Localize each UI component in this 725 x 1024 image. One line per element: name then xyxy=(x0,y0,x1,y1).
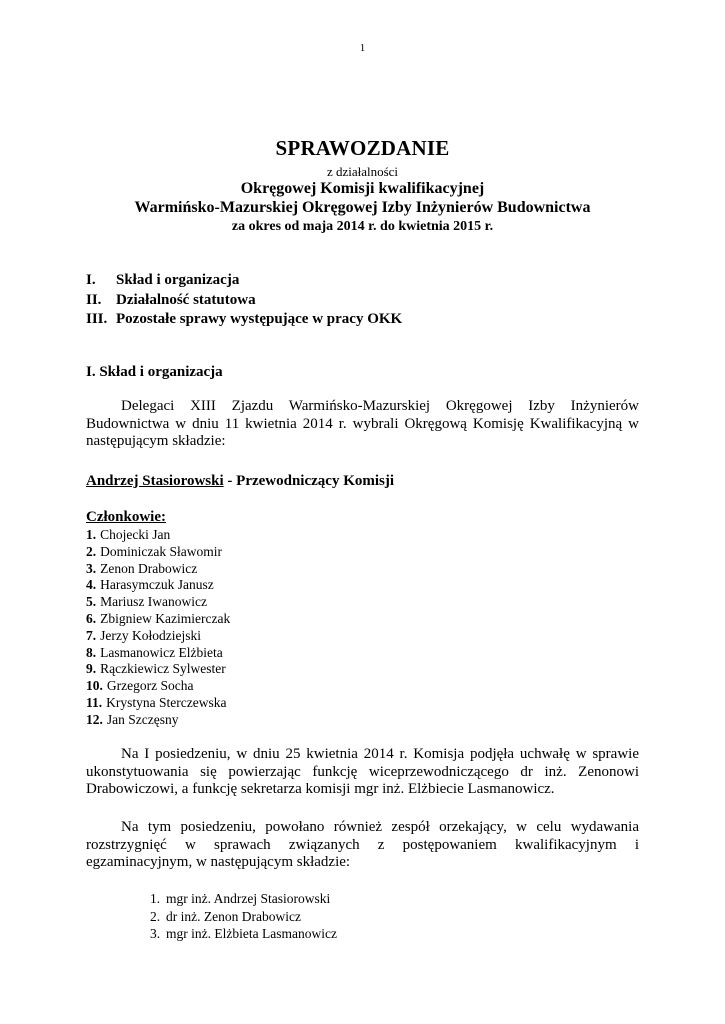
member-number: 12. xyxy=(86,711,103,727)
list-item xyxy=(150,890,337,908)
page-number: 1 xyxy=(359,42,366,54)
toc-item xyxy=(86,271,402,291)
member-name: Zenon Drabowicz xyxy=(100,560,198,576)
member-name: Grzegorz Socha xyxy=(106,678,194,694)
panel-member-number: 3. xyxy=(150,926,161,941)
list-item xyxy=(150,925,337,943)
members-heading: Członkowie: xyxy=(86,509,166,525)
chair-role: - Przewodniczący Komisji xyxy=(223,473,395,489)
panel-member-number: 1. xyxy=(150,891,161,906)
member-name: Mariusz Iwanowicz xyxy=(100,594,207,610)
member-name: Krystyna Sterczewska xyxy=(106,694,227,710)
member-number: 5. xyxy=(86,594,97,610)
list-item xyxy=(86,611,230,628)
member-number: 2. xyxy=(86,543,97,559)
list-item xyxy=(86,628,230,645)
member-name: Harasymczuk Janusz xyxy=(100,577,214,593)
section-heading: I. Skład i organizacja xyxy=(86,364,223,380)
intro-paragraph: Delegaci XIII Zjazdu Warmińsko-Mazurskiej Okręgowej Izby Inżynierów Budownictwa w dniu 11 kwietnia 2014 r. wybrali Okręgową Komisję Kwalifikacyjną w następującym składzie: xyxy=(86,398,639,449)
member-number: 10. xyxy=(86,678,103,694)
report-period: za okres od maja 2014 r. do kwietnia 2015 r. xyxy=(231,219,494,234)
committee-chair xyxy=(86,473,394,490)
panel-member-name: dr inż. Zenon Drabowicz xyxy=(166,908,301,924)
document-subtitle: z działalności xyxy=(326,164,399,179)
toc-item xyxy=(86,291,402,311)
toc-item-number: I. xyxy=(86,272,96,288)
toc-item-label: Działalność statutowa xyxy=(116,291,256,308)
list-item xyxy=(86,594,230,611)
chamber-name: Warmińsko-Mazurskiej Okręgowej Izby Inżynierów Budownictwa xyxy=(134,199,591,216)
adjudication-panel-list xyxy=(150,890,337,943)
document-title: SPRAWOZDANIE xyxy=(275,136,450,160)
list-item xyxy=(86,527,230,544)
panel-member-name: mgr inż. Elżbieta Lasmanowicz xyxy=(166,926,337,941)
list-item xyxy=(150,908,337,926)
toc-item-number: II. xyxy=(86,291,102,308)
member-number: 4. xyxy=(86,577,97,593)
member-number: 8. xyxy=(86,644,97,660)
member-number: 3. xyxy=(86,560,97,576)
member-number: 11. xyxy=(86,694,103,710)
list-item xyxy=(86,645,230,662)
list-item xyxy=(86,544,230,561)
committee-name: Okręgowej Komisji kwalifikacyjnej xyxy=(240,180,485,197)
toc-item-label: Pozostałe sprawy występujące w pracy OKK xyxy=(116,311,403,327)
member-number: 1. xyxy=(86,527,97,542)
member-name: Zbigniew Kazimierczak xyxy=(100,610,231,626)
member-name: Jerzy Kołodziejski xyxy=(100,627,201,643)
panel-paragraph: Na tym posiedzeniu, powołano również zespół orzekający, w celu wydawania rozstrzygnięć w sprawach związanych z postępowaniem kwalifikacyjnym i egzaminacyjnym, w następującym składzie: xyxy=(86,819,639,870)
member-number: 7. xyxy=(86,627,97,643)
list-item xyxy=(86,695,230,712)
toc-item-number: III. xyxy=(86,311,108,327)
first-meeting-paragraph: Na I posiedzeniu, w dniu 25 kwietnia 2014 r. Komisja podjęła uchwałę w sprawie ukonstytuowania się powierzając funkcję wiceprzewodniczącego dr inż. Zenonowi Drabowiczowi, a funkcję sekretarza komisji mgr inż. Elżbiecie Lasmanowicz. xyxy=(86,746,639,797)
member-name: Chojecki Jan xyxy=(100,527,171,542)
toc-item xyxy=(86,310,402,330)
panel-member-name: mgr inż. Andrzej Stasiorowski xyxy=(166,891,331,906)
member-name: Lasmanowicz Elżbieta xyxy=(100,644,223,660)
member-number: 9. xyxy=(86,661,97,677)
member-name: Rączkiewicz Sylwester xyxy=(100,661,226,677)
list-item xyxy=(86,712,230,729)
list-item xyxy=(86,561,230,578)
chair-name: Andrzej Stasiorowski xyxy=(86,473,224,489)
list-item xyxy=(86,678,230,695)
table-of-contents xyxy=(86,271,402,330)
toc-item-label: Skład i organizacja xyxy=(116,272,240,288)
member-number: 6. xyxy=(86,610,97,626)
list-item xyxy=(86,661,230,678)
member-name: Dominiczak Sławomir xyxy=(100,543,222,559)
panel-member-number: 2. xyxy=(150,908,161,924)
member-name: Jan Szczęsny xyxy=(106,711,179,727)
list-item xyxy=(86,577,230,594)
members-list xyxy=(86,527,230,729)
